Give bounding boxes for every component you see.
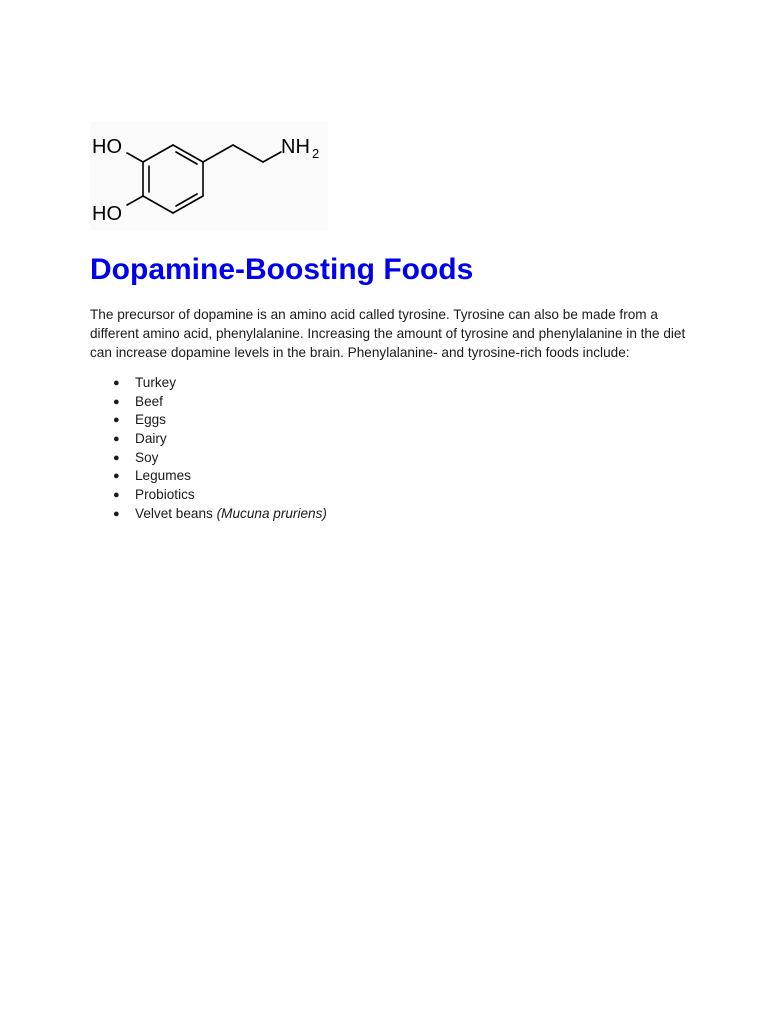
dopamine-structure-image (90, 122, 328, 230)
food-scientific-name: (Mucuna pruriens) (216, 505, 327, 521)
bullet-icon: ● (113, 433, 120, 446)
food-name: Turkey (135, 375, 177, 390)
hydroxyl-label-top: HO (92, 136, 122, 158)
hydroxyl-label-bottom: HO (92, 203, 122, 225)
bullet-icon: ● (113, 507, 120, 520)
food-list (90, 374, 327, 524)
list-item (90, 374, 327, 393)
bullet-icon: ● (113, 489, 120, 502)
bullet-icon: ● (113, 470, 120, 483)
bullet-icon: ● (113, 414, 120, 427)
amine-label: NH (281, 136, 310, 158)
food-name: Velvet beans (135, 505, 217, 521)
food-name: Dairy (135, 431, 167, 447)
list-item (90, 411, 327, 430)
list-item (90, 467, 327, 486)
list-item (90, 449, 327, 468)
bullet-icon: ● (113, 451, 120, 464)
list-item (90, 393, 327, 412)
food-name: Probiotics (135, 487, 195, 503)
list-item (90, 505, 327, 524)
intro-paragraph: The precursor of dopamine is an amino acid called tyrosine. Tyrosine can also be made from a different amino acid, phenylalanine. Increasing the amount of tyrosine and phenylalanine in the diet can increase dopamine levels in the brain. Phenylalanine- and tyrosine-rich foods include: (90, 307, 686, 360)
bullet-icon: ● (113, 377, 120, 389)
amine-subscript: 2 (312, 146, 320, 161)
food-name: Beef (135, 393, 163, 409)
bullet-icon: ● (113, 395, 120, 408)
food-name: Legumes (135, 468, 191, 484)
dopamine-structure-svg (90, 122, 328, 230)
list-item (90, 486, 327, 505)
page-title: Dopamine-Boosting Foods (90, 253, 474, 286)
food-name: Eggs (135, 412, 166, 428)
list-item (90, 430, 327, 449)
food-name: Soy (135, 449, 159, 465)
